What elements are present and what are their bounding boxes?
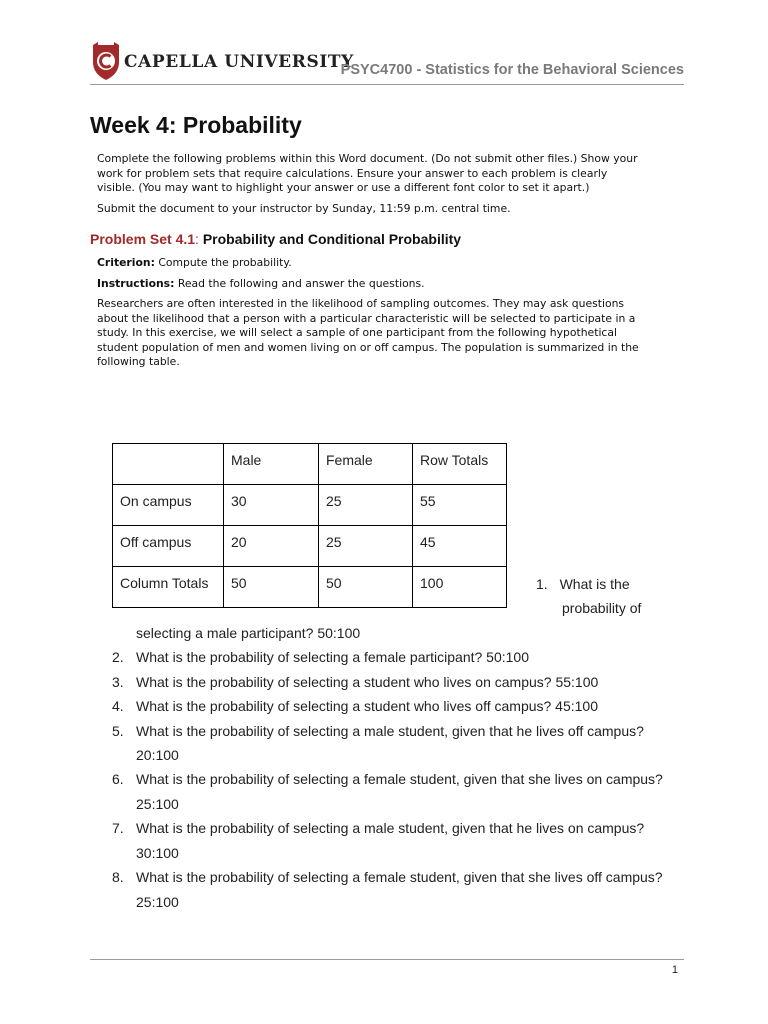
question-text: What is the probability of selecting a female student, given that she lives on campus?: [136, 771, 663, 787]
question-number: 8.: [112, 869, 124, 885]
question-8-answer: 25:100: [136, 894, 179, 910]
body-line-3: study. In this exercise, we will select a sample of one participant from the following hypothetical: [97, 326, 617, 340]
question-number: 6.: [112, 771, 124, 787]
table-cell: 25: [319, 485, 413, 526]
table-cell: Off campus: [113, 526, 224, 567]
body-line-5: following table.: [97, 355, 180, 369]
intro-line-1: Complete the following problems within this Word document. (Do not submit other files.) Show your: [97, 152, 638, 165]
table-header-cell: Row Totals: [413, 444, 507, 485]
question-8: [112, 869, 663, 885]
table-row: [113, 567, 507, 608]
question-6-answer: 25:100: [136, 796, 179, 812]
question-number: 3.: [112, 674, 124, 690]
intro-line-3: visible. (You may want to highlight your answer or use a different font color to set it apart.): [97, 181, 590, 195]
question-1: [536, 576, 630, 592]
table-header-row: [113, 444, 507, 485]
question-7-answer: 30:100: [136, 845, 179, 861]
question-text: What is the probability of selecting a male student, given that he lives off campus?: [136, 723, 644, 739]
instructions-text: Read the following and answer the questions.: [177, 277, 425, 290]
table-cell: Column Totals: [113, 567, 224, 608]
table-header-cell: [113, 444, 224, 485]
population-table: [112, 443, 507, 608]
question-number: 4.: [112, 698, 124, 714]
question-1-text-part-3: selecting a male participant? 50:100: [136, 625, 361, 641]
table-cell: 30: [224, 485, 319, 526]
problem-set-label: Problem Set 4.1: [90, 231, 196, 247]
table-cell: 45: [413, 526, 507, 567]
question-4: [112, 698, 599, 714]
criterion-label: Criterion:: [97, 256, 155, 269]
question-text: What is the probability of selecting a student who lives off campus? 45:100: [136, 698, 599, 714]
question-number: 7.: [112, 820, 124, 836]
table-header-cell: Female: [319, 444, 413, 485]
criterion-text: Compute the probability.: [158, 256, 292, 269]
page-header: [90, 42, 684, 84]
instructions: [97, 277, 682, 292]
table-cell: 20: [224, 526, 319, 567]
table-cell: 50: [224, 567, 319, 608]
capella-shield-icon: [90, 42, 122, 82]
question-text: What is the probability of selecting a female student, given that she lives off campus?: [136, 869, 663, 885]
table-row: [113, 526, 507, 567]
page-number: 1: [671, 964, 678, 976]
question-text: What is the probability of selecting a male student, given that he lives on campus?: [136, 820, 645, 836]
university-name: CAPELLA UNIVERSITY: [124, 52, 354, 72]
table-cell: 55: [413, 485, 507, 526]
problem-set-name: Probability and Conditional Probability: [202, 231, 462, 247]
question-text: What is the probability of selecting a student who lives on campus? 55:100: [136, 674, 599, 690]
instructions-label: Instructions:: [97, 277, 175, 290]
intro-line-2: work for problem sets that require calculations. Ensure your answer to each problem is clearly: [97, 166, 608, 180]
criterion: [97, 256, 682, 271]
page-title: Week 4: Probability: [90, 112, 302, 138]
table-cell: 50: [319, 567, 413, 608]
question-number: 1.: [536, 576, 548, 592]
question-text-part-1: What is the: [559, 576, 630, 592]
question-6: [112, 771, 663, 787]
body-line-1: Researchers are often interested in the likelihood of sampling outcomes. They may ask questions: [97, 297, 625, 310]
question-text: What is the probability of selecting a female participant? 50:100: [136, 649, 530, 665]
question-5-answer: 20:100: [136, 747, 179, 763]
header-divider: [90, 84, 684, 85]
table-row: [113, 485, 507, 526]
question-7: [112, 820, 645, 836]
question-number: 2.: [112, 649, 124, 665]
table-cell: 25: [319, 526, 413, 567]
course-title: PSYC4700 - Statistics for the Behavioral Sciences: [340, 62, 684, 78]
footer-divider: [90, 959, 684, 960]
question-number: 5.: [112, 723, 124, 739]
question-1-text-part-2: probability of: [562, 600, 642, 616]
problem-set-colon: :: [195, 231, 199, 247]
question-2: [112, 649, 530, 665]
submit-instructions: Submit the document to your instructor by Sunday, 11:59 p.m. central time.: [97, 202, 511, 215]
table-header-cell: Male: [224, 444, 319, 485]
body-line-2: about the likelihood that a person with a particular characteristic will be selected to participate in a: [97, 311, 636, 325]
table-cell: 100: [413, 567, 507, 608]
question-5: [112, 723, 644, 739]
question-3: [112, 674, 599, 690]
body-line-4: student population of men and women living on or off campus. The population is summarized in the: [97, 340, 639, 354]
problem-set-heading: [90, 231, 461, 247]
table-cell: On campus: [113, 485, 224, 526]
